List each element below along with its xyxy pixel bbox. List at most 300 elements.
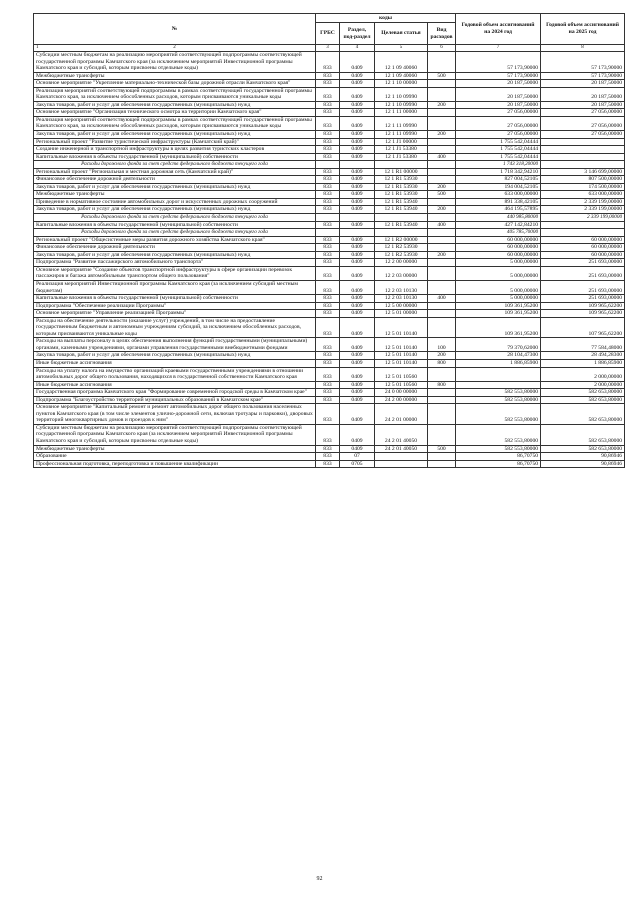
row-name: Расходы на уплату налога на имущество организаций краевыми государственными учреждениями в отношении автомобильных дорог общего пользования, находящихся в государственной собственности Камчатского края bbox=[34, 367, 316, 381]
row-amount-2025: 107 965,62200 bbox=[541, 317, 625, 338]
table-row bbox=[34, 244, 625, 252]
row-grbs: 833 bbox=[316, 280, 340, 294]
row-target-article: 12 1 09 40060 bbox=[375, 52, 428, 73]
row-name: Подпрограмма "Развитие пассажирского автомобильного транспорта" bbox=[34, 259, 316, 267]
row-razdel: 0409 bbox=[340, 259, 375, 267]
row-amount-2024: 109 361,95200 bbox=[456, 302, 541, 310]
table-row bbox=[34, 198, 625, 206]
row-grbs bbox=[316, 161, 340, 169]
row-amount-2025: 60 000,00000 bbox=[541, 236, 625, 244]
row-expense-type bbox=[428, 214, 456, 222]
header-celevaya: Целевая статья bbox=[375, 23, 428, 45]
row-amount-2025: 2 000,00000 bbox=[541, 381, 625, 389]
row-expense-type: 200 bbox=[428, 131, 456, 139]
row-amount-2025: 57 173,90000 bbox=[541, 72, 625, 80]
row-expense-type bbox=[428, 389, 456, 397]
column-number-1-2 bbox=[34, 45, 316, 52]
row-amount-2025: 57 173,90000 bbox=[541, 52, 625, 73]
row-amount-2024: 20 187,50000 bbox=[456, 101, 541, 109]
row-expense-type bbox=[428, 146, 456, 154]
column-number: 5 bbox=[375, 45, 428, 52]
row-amount-2025: 582 653,80000 bbox=[541, 389, 625, 397]
row-target-article: 12 5 01 10140 bbox=[375, 338, 428, 352]
row-target-article: 12 2 03 10130 bbox=[375, 280, 428, 294]
row-amount-2024: 5 000,00000 bbox=[456, 266, 541, 280]
header-2025: Годовой объем ассигнований на 2025 год bbox=[541, 14, 625, 45]
row-grbs: 833 bbox=[316, 389, 340, 397]
row-amount-2025: 251 693,00000 bbox=[541, 259, 625, 267]
row-expense-type bbox=[428, 138, 456, 146]
row-expense-type bbox=[428, 266, 456, 280]
row-expense-type: 200 bbox=[428, 183, 456, 191]
row-razdel: 0409 bbox=[340, 280, 375, 294]
row-grbs: 833 bbox=[316, 259, 340, 267]
row-expense-type bbox=[428, 302, 456, 310]
row-name: Расходы на обеспечение деятельности (оказание услуг) учреждений, в том числе на предоставление государственным бюджетным и автономным учреждениям субсидий, за исключением обособленных расходов, которым присваиваются уникальные коды bbox=[34, 317, 316, 338]
row-target-article: 12 1 10 00000 bbox=[375, 80, 428, 88]
row-razdel: 0409 bbox=[340, 445, 375, 453]
row-grbs: 833 bbox=[316, 72, 340, 80]
row-target-article: 12 1 J1 53380 bbox=[375, 146, 428, 154]
row-razdel: 0705 bbox=[340, 460, 375, 468]
row-amount-2024: 60 000,00000 bbox=[456, 236, 541, 244]
row-grbs: 833 bbox=[316, 138, 340, 146]
row-amount-2024: 1 743 318,20000 bbox=[456, 161, 541, 169]
row-expense-type bbox=[428, 109, 456, 117]
row-name: Основное мероприятие "Укрепление материально-технической базы дорожной отрасли Камчатского края" bbox=[34, 80, 316, 88]
row-target-article: 12 2 03 00000 bbox=[375, 266, 428, 280]
row-name: Подпрограмма "Обеспечение реализации Программы" bbox=[34, 302, 316, 310]
row-expense-type bbox=[428, 453, 456, 461]
table-row bbox=[34, 424, 625, 445]
row-grbs: 833 bbox=[316, 396, 340, 404]
row-expense-type bbox=[428, 198, 456, 206]
table-row bbox=[34, 338, 625, 352]
row-target-article: 12 1 R1 53940 bbox=[375, 198, 428, 206]
row-razdel: 0409 bbox=[340, 109, 375, 117]
table-row bbox=[34, 453, 625, 461]
budget-table bbox=[33, 13, 625, 468]
row-target-article: 12 1 R1 00000 bbox=[375, 168, 428, 176]
row-amount-2024: 27 056,00000 bbox=[456, 109, 541, 117]
row-razdel: 0409 bbox=[340, 396, 375, 404]
row-amount-2024: 464 195,57895 bbox=[456, 206, 541, 214]
row-expense-type: 200 bbox=[428, 206, 456, 214]
row-razdel: 0409 bbox=[340, 146, 375, 154]
table-row bbox=[34, 251, 625, 259]
row-grbs: 833 bbox=[316, 176, 340, 184]
table-row-note bbox=[34, 229, 625, 237]
row-grbs: 833 bbox=[316, 87, 340, 101]
page-number: 92 bbox=[316, 876, 323, 882]
table-row bbox=[34, 460, 625, 468]
row-amount-2025: 807 500,00000 bbox=[541, 176, 625, 184]
row-amount-2025: 174 500,00000 bbox=[541, 183, 625, 191]
row-amount-2025 bbox=[541, 138, 625, 146]
row-grbs: 833 bbox=[316, 206, 340, 214]
row-razdel: 0409 bbox=[340, 244, 375, 252]
column-number: 1 bbox=[36, 45, 39, 50]
table-row bbox=[34, 116, 625, 130]
row-grbs: 833 bbox=[316, 244, 340, 252]
row-razdel: 0409 bbox=[340, 191, 375, 199]
table-row bbox=[34, 266, 625, 280]
row-razdel: 0409 bbox=[340, 424, 375, 445]
row-razdel: 0409 bbox=[340, 131, 375, 139]
row-amount-2025: 2 339 199,00000 bbox=[541, 214, 625, 222]
row-razdel: 0409 bbox=[340, 302, 375, 310]
column-number-row bbox=[34, 45, 625, 52]
table-row bbox=[34, 131, 625, 139]
row-amount-2024: 5 000,00000 bbox=[456, 295, 541, 303]
row-amount-2024: 1 755 542,04444 bbox=[456, 153, 541, 161]
row-name: Межбюджетные трансферты bbox=[34, 191, 316, 199]
row-grbs: 833 bbox=[316, 404, 340, 425]
row-expense-type bbox=[428, 310, 456, 318]
row-expense-type bbox=[428, 52, 456, 73]
row-expense-type: 500 bbox=[428, 72, 456, 80]
row-grbs: 833 bbox=[316, 338, 340, 352]
row-amount-2025: 77 584,48000 bbox=[541, 338, 625, 352]
row-amount-2025: 582 653,80000 bbox=[541, 396, 625, 404]
row-razdel: 0409 bbox=[340, 168, 375, 176]
row-name: Реализация мероприятий соответствующей подпрограммы в рамках соответствующей государственной программы Камчатского края, за исключением обособленных расходов, которым присваиваются уникальные коды bbox=[34, 87, 316, 101]
row-name: Региональный проект "Развитие туристической инфраструктуры (Камчатский край)" bbox=[34, 138, 316, 146]
row-grbs: 833 bbox=[316, 198, 340, 206]
row-amount-2025: 28 494,28300 bbox=[541, 352, 625, 360]
table-row bbox=[34, 352, 625, 360]
row-grbs: 833 bbox=[316, 367, 340, 381]
row-target-article: 24 2 01 00000 bbox=[375, 404, 428, 425]
row-amount-2024: 1 886,85900 bbox=[456, 359, 541, 367]
row-expense-type bbox=[428, 244, 456, 252]
row-amount-2024 bbox=[456, 381, 541, 389]
row-amount-2024: 440 985,80000 bbox=[456, 214, 541, 222]
row-target-article: 12 1 R1 53930 bbox=[375, 191, 428, 199]
row-target-article: 24 2 01 40050 bbox=[375, 445, 428, 453]
row-grbs: 833 bbox=[316, 381, 340, 389]
row-amount-2024: 109 361,95200 bbox=[456, 310, 541, 318]
row-amount-2024: 20 187,50000 bbox=[456, 87, 541, 101]
row-amount-2024: 28 104,47300 bbox=[456, 352, 541, 360]
row-razdel: 0409 bbox=[340, 389, 375, 397]
row-expense-type bbox=[428, 236, 456, 244]
row-razdel: 0409 bbox=[340, 52, 375, 73]
row-expense-type bbox=[428, 367, 456, 381]
table-row bbox=[34, 146, 625, 154]
row-razdel: 0409 bbox=[340, 87, 375, 101]
row-expense-type bbox=[428, 280, 456, 294]
row-grbs: 833 bbox=[316, 153, 340, 161]
row-razdel: 0409 bbox=[340, 338, 375, 352]
row-amount-2025: 109 965,62200 bbox=[541, 302, 625, 310]
row-razdel: 0409 bbox=[340, 116, 375, 130]
row-amount-2024: 582 553,80000 bbox=[456, 396, 541, 404]
table-row bbox=[34, 295, 625, 303]
row-name: Расходы дорожного фонда за счет средств федерального бюджета текущего года bbox=[34, 214, 316, 222]
row-razdel bbox=[340, 229, 375, 237]
row-name: Закупка товаров, работ и услуг для обеспечения государственных (муниципальных) нужд bbox=[34, 131, 316, 139]
row-name: Государственная программа Камчатского края "Формирование современной городской среды в Камчатском крае" bbox=[34, 389, 316, 397]
row-expense-type: 200 bbox=[428, 352, 456, 360]
row-grbs: 833 bbox=[316, 131, 340, 139]
table-row bbox=[34, 87, 625, 101]
column-number: 6 bbox=[428, 45, 456, 52]
row-razdel: 0409 bbox=[340, 359, 375, 367]
row-target-article: 12 5 00 00000 bbox=[375, 302, 428, 310]
table-row bbox=[34, 445, 625, 453]
row-target-article bbox=[375, 453, 428, 461]
row-target-article: 12 1 11 09990 bbox=[375, 131, 428, 139]
row-amount-2025: 2 339 199,00000 bbox=[541, 198, 625, 206]
row-target-article: 12 5 01 10140 bbox=[375, 359, 428, 367]
row-amount-2024: 633 000,00000 bbox=[456, 191, 541, 199]
column-number: 4 bbox=[340, 45, 375, 52]
table-row bbox=[34, 52, 625, 73]
row-amount-2024: 20 187,50000 bbox=[456, 80, 541, 88]
header-razdel: Раздел, под-раздел bbox=[340, 23, 375, 45]
row-target-article: 24 0 00 00000 bbox=[375, 389, 428, 397]
row-name: Основное мероприятие "Организация технического осмотра на территории Камчатского края" bbox=[34, 109, 316, 117]
row-grbs: 833 bbox=[316, 168, 340, 176]
row-amount-2025: 60 000,00000 bbox=[541, 251, 625, 259]
row-amount-2024: 86,70750 bbox=[456, 453, 541, 461]
row-name: Субсидии местным бюджетам на реализацию мероприятий соответствующей подпрограммы соответствующей государственной программы Камчатского края (за исключением мероприятий Инвестиционной программы Камчатского края и субсидий, которым присвоены отдельные коды) bbox=[34, 424, 316, 445]
row-target-article: 12 1 J1 53380 bbox=[375, 153, 428, 161]
table-row bbox=[34, 317, 625, 338]
row-amount-2024: 27 056,00000 bbox=[456, 131, 541, 139]
row-amount-2025: 90,86946 bbox=[541, 460, 625, 468]
row-expense-type bbox=[428, 116, 456, 130]
row-target-article: 12 1 11 00000 bbox=[375, 109, 428, 117]
row-amount-2025: 1 886,85900 bbox=[541, 359, 625, 367]
row-amount-2025: 2 000,00000 bbox=[541, 367, 625, 381]
row-expense-type: 800 bbox=[428, 359, 456, 367]
row-name: Закупка товаров, работ и услуг для обеспечения государственных (муниципальных) нужд bbox=[34, 352, 316, 360]
row-name: Финансовое обеспечение дорожной деятельности bbox=[34, 244, 316, 252]
row-name: Иные бюджетные ассигнования bbox=[34, 359, 316, 367]
row-grbs: 833 bbox=[316, 109, 340, 117]
row-amount-2025 bbox=[541, 161, 625, 169]
row-name: Образование bbox=[34, 453, 316, 461]
row-grbs: 833 bbox=[316, 453, 340, 461]
row-amount-2024: 582 553,80000 bbox=[456, 424, 541, 445]
row-grbs: 833 bbox=[316, 80, 340, 88]
row-name: Создание инженерной и транспортной инфраструктуры в целях развития туристских кластеров bbox=[34, 146, 316, 154]
row-amount-2024: 60 000,00000 bbox=[456, 244, 541, 252]
row-name: Межбюджетные трансферты bbox=[34, 72, 316, 80]
row-amount-2025: 27 056,00000 bbox=[541, 109, 625, 117]
row-amount-2024: 582 553,80000 bbox=[456, 389, 541, 397]
row-amount-2025: 251 693,00000 bbox=[541, 280, 625, 294]
row-target-article: 12 5 01 10140 bbox=[375, 352, 428, 360]
row-amount-2024: 79 370,62000 bbox=[456, 338, 541, 352]
row-razdel: 0409 bbox=[340, 221, 375, 229]
row-razdel bbox=[340, 161, 375, 169]
row-amount-2025: 109 965,62200 bbox=[541, 310, 625, 318]
table-row-note bbox=[34, 161, 625, 169]
table-row bbox=[34, 153, 625, 161]
row-amount-2025: 582 653,80000 bbox=[541, 445, 625, 453]
row-expense-type: 500 bbox=[428, 191, 456, 199]
row-amount-2024: 57 173,90000 bbox=[456, 72, 541, 80]
row-amount-2024: 194 004,52105 bbox=[456, 183, 541, 191]
row-target-article: 24 2 01 40050 bbox=[375, 424, 428, 445]
row-razdel: 0409 bbox=[340, 153, 375, 161]
row-expense-type: 500 bbox=[428, 445, 456, 453]
row-expense-type bbox=[428, 259, 456, 267]
row-expense-type bbox=[428, 396, 456, 404]
row-amount-2024: 582 553,80000 bbox=[456, 404, 541, 425]
row-name: Основное мероприятие "Создание объектов транспортной инфраструктуры в сфере организации перевозок пассажиров и багажа автомобильным транспортом общего пользования" bbox=[34, 266, 316, 280]
row-target-article bbox=[375, 460, 428, 468]
row-razdel: 07 bbox=[340, 453, 375, 461]
row-grbs: 833 bbox=[316, 266, 340, 280]
table-row bbox=[34, 183, 625, 191]
table-row bbox=[34, 302, 625, 310]
row-expense-type bbox=[428, 404, 456, 425]
row-target-article: 12 1 09 40060 bbox=[375, 72, 428, 80]
row-target-article: 12 2 03 10130 bbox=[375, 295, 428, 303]
row-grbs: 833 bbox=[316, 317, 340, 338]
row-name: Основное мероприятие "Управление реализацией Программы" bbox=[34, 310, 316, 318]
row-amount-2025: 90,86946 bbox=[541, 453, 625, 461]
table-row-note bbox=[34, 214, 625, 222]
table-row bbox=[34, 138, 625, 146]
row-name: Расходы дорожного фонда за счет средств федерального бюджета текущего года bbox=[34, 161, 316, 169]
header-vid: Вид расходов bbox=[428, 23, 456, 45]
row-amount-2025: 582 653,80000 bbox=[541, 424, 625, 445]
table-row bbox=[34, 80, 625, 88]
row-target-article: 12 5 01 00000 bbox=[375, 310, 428, 318]
row-expense-type bbox=[428, 168, 456, 176]
row-expense-type: 400 bbox=[428, 153, 456, 161]
row-razdel: 0409 bbox=[340, 317, 375, 338]
row-amount-2025: 3 146 699,00000 bbox=[541, 168, 625, 176]
row-expense-type: 400 bbox=[428, 295, 456, 303]
table-row bbox=[34, 236, 625, 244]
row-target-article: 12 5 01 10140 bbox=[375, 317, 428, 338]
row-expense-type: 400 bbox=[428, 221, 456, 229]
row-amount-2024: 86,70750 bbox=[456, 460, 541, 468]
row-razdel: 0409 bbox=[340, 101, 375, 109]
row-grbs: 833 bbox=[316, 101, 340, 109]
row-amount-2024: 1 755 542,04444 bbox=[456, 138, 541, 146]
row-name: Подпрограмма "Благоустройство территорий муниципальных образований в Камчатском крае" bbox=[34, 396, 316, 404]
row-expense-type bbox=[428, 176, 456, 184]
row-amount-2025 bbox=[541, 146, 625, 154]
row-amount-2025: 27 056,00000 bbox=[541, 116, 625, 130]
row-razdel: 0409 bbox=[340, 352, 375, 360]
row-grbs: 833 bbox=[316, 116, 340, 130]
row-target-article: 12 1 R1 53930 bbox=[375, 176, 428, 184]
table-row bbox=[34, 176, 625, 184]
row-amount-2025: 633 000,00000 bbox=[541, 191, 625, 199]
row-expense-type bbox=[428, 161, 456, 169]
row-grbs: 833 bbox=[316, 146, 340, 154]
row-razdel: 0409 bbox=[340, 72, 375, 80]
row-name: Основное мероприятие "Капитальный ремонт и ремонт автомобильных дорог общего пользования населенных пунктов Камчатского края (в том числе элементов улично-дорожной сети, включая тротуары и парковки), дворовых территорий многоквартирных домов и проездов к ним" bbox=[34, 404, 316, 425]
row-name: Закупка товаров, работ и услуг для обеспечения государственных (муниципальных) нужд bbox=[34, 183, 316, 191]
row-name: Расходы на выплаты персоналу в целях обеспечения выполнения функций государственными (муниципальными) органами, казенными учреждениями, органами управления государственными внебюджетными фондами bbox=[34, 338, 316, 352]
table-row bbox=[34, 359, 625, 367]
row-razdel: 0409 bbox=[340, 183, 375, 191]
row-razdel: 0409 bbox=[340, 310, 375, 318]
row-target-article: 12 1 R2 53930 bbox=[375, 251, 428, 259]
row-target-article: 12 5 01 10560 bbox=[375, 367, 428, 381]
row-amount-2024: 827 004,52105 bbox=[456, 176, 541, 184]
row-expense-type bbox=[428, 229, 456, 237]
row-name: Закупка товаров, работ и услуг для обеспечения государственных (муниципальных) нужд bbox=[34, 101, 316, 109]
row-target-article: 12 1 10 09990 bbox=[375, 87, 428, 101]
header-name: № bbox=[34, 14, 316, 45]
row-amount-2024: 582 553,80000 bbox=[456, 445, 541, 453]
row-name: Профессиональная подготовка, переподготовка и повышение квалификации bbox=[34, 460, 316, 468]
row-razdel: 0409 bbox=[340, 367, 375, 381]
table-row bbox=[34, 280, 625, 294]
row-amount-2025: 582 653,80000 bbox=[541, 404, 625, 425]
header-grbs: ГРБС bbox=[316, 23, 340, 45]
table-row bbox=[34, 221, 625, 229]
row-razdel: 0409 bbox=[340, 206, 375, 214]
row-amount-2025: 2 339 199,00000 bbox=[541, 206, 625, 214]
row-expense-type: 800 bbox=[428, 381, 456, 389]
row-target-article: 12 2 00 00000 bbox=[375, 259, 428, 267]
row-razdel: 0409 bbox=[340, 266, 375, 280]
row-amount-2025 bbox=[541, 229, 625, 237]
row-target-article: 12 1 R1 53940 bbox=[375, 221, 428, 229]
row-name: Субсидии местным бюджетам на реализацию мероприятий соответствующей подпрограммы соответствующей государственной программы Камчатского края (за исключением мероприятий Инвестиционной программы Камчатского края и субсидий, которым присвоены отдельные коды) bbox=[34, 52, 316, 73]
table-body bbox=[34, 52, 625, 468]
row-name: Финансовое обеспечение дорожной деятельности bbox=[34, 176, 316, 184]
table-row bbox=[34, 191, 625, 199]
row-grbs: 833 bbox=[316, 352, 340, 360]
row-grbs: 833 bbox=[316, 236, 340, 244]
row-name: Капитальные вложения в объекты государственной (муниципальной) собственности bbox=[34, 295, 316, 303]
row-target-article: 24 2 00 00000 bbox=[375, 396, 428, 404]
row-amount-2025: 60 000,00000 bbox=[541, 244, 625, 252]
row-razdel: 0409 bbox=[340, 381, 375, 389]
row-expense-type: 100 bbox=[428, 338, 456, 352]
row-amount-2024 bbox=[456, 367, 541, 381]
row-name: Приведение в нормативное состояние автомобильных дорог и искусственных дорожных сооружений bbox=[34, 198, 316, 206]
row-amount-2024: 1 755 542,04444 bbox=[456, 146, 541, 154]
row-amount-2025: 20 187,50000 bbox=[541, 101, 625, 109]
row-grbs: 833 bbox=[316, 460, 340, 468]
row-name: Закупка товаров, работ и услуг для обеспечения государственных (муниципальных) нужд bbox=[34, 251, 316, 259]
row-target-article bbox=[375, 229, 428, 237]
row-amount-2025: 27 056,00000 bbox=[541, 131, 625, 139]
column-number: 3 bbox=[316, 45, 340, 52]
row-name: Реализация мероприятий соответствующей подпрограммы в рамках соответствующей государственной программы Камчатского края, за исключением обособленных расходов, которым присваиваются уникальные коды bbox=[34, 116, 316, 130]
table-row bbox=[34, 72, 625, 80]
table-row bbox=[34, 101, 625, 109]
row-amount-2025: 20 187,50000 bbox=[541, 87, 625, 101]
row-amount-2025: 251 693,00000 bbox=[541, 295, 625, 303]
row-expense-type bbox=[428, 87, 456, 101]
row-razdel: 0409 bbox=[340, 251, 375, 259]
budget-sheet bbox=[33, 13, 624, 468]
column-number: 2 bbox=[173, 45, 176, 50]
row-amount-2024: 5 000,00000 bbox=[456, 280, 541, 294]
row-target-article: 12 1 R1 53930 bbox=[375, 183, 428, 191]
row-razdel: 0409 bbox=[340, 80, 375, 88]
row-name: Региональный проект "Региональная и местная дорожная сеть (Камчатский край)" bbox=[34, 168, 316, 176]
table-row bbox=[34, 310, 625, 318]
table-row bbox=[34, 259, 625, 267]
row-expense-type bbox=[428, 460, 456, 468]
row-amount-2025 bbox=[541, 153, 625, 161]
